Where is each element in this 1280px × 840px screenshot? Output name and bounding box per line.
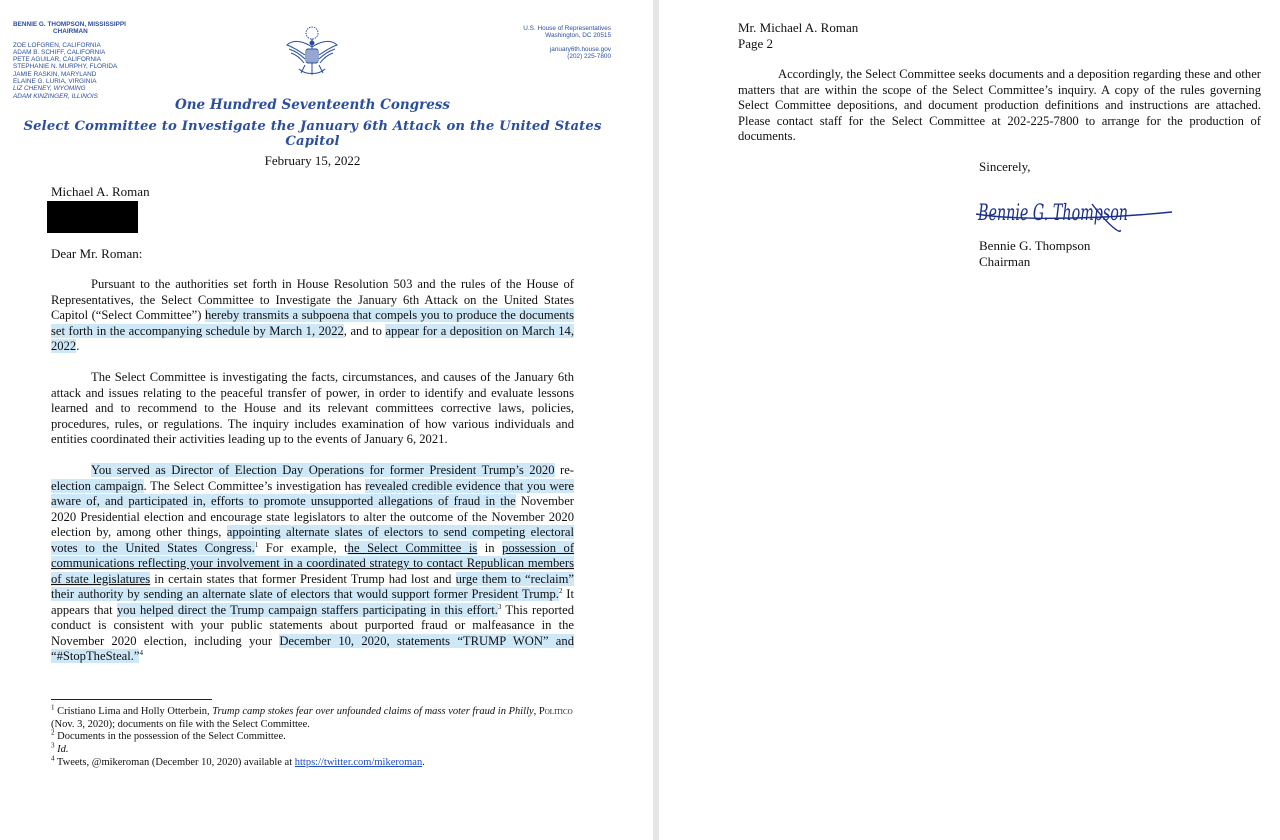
p3-highlight: You served as Director of Election Day Operations for former President Trump’s 2020 <box>91 463 555 477</box>
footnote-title: Id. <box>57 744 69 756</box>
footnote-text: Cristiano Lima and Holly Otterbein, <box>54 706 213 717</box>
p1-text: . <box>76 339 80 353</box>
footnote-ref: 4 <box>139 648 143 657</box>
signer-title: Chairman <box>979 254 1031 269</box>
p3-highlight: he Select Committee is <box>347 540 478 555</box>
member: JAMIE RASKIN, MARYLAND <box>13 70 97 78</box>
footnote-title: Trump camp stokes fear over unfounded claims of mass voter fraud in Philly <box>212 706 534 717</box>
page2-body <box>738 67 1261 145</box>
footnote-num: 2 <box>51 728 55 737</box>
footnote-num: 4 <box>51 754 55 763</box>
p3-text: For example, t <box>258 540 348 555</box>
page2-header <box>738 20 858 52</box>
p1-highlight: hereby transmits a subpoena that compels you to produce the documents set forth in the accompanying schedule by March 1, 2022 <box>51 308 574 338</box>
page-number: Page 2 <box>738 36 774 51</box>
salutation: Dear Mr. Roman: <box>51 246 143 261</box>
p3-text: It appears that <box>51 587 574 617</box>
letter-body <box>51 277 574 680</box>
p1-text: Pursuant to the authorities set forth in House Resolution 503 and the rules of the House of Representatives, the Select Committee to Investigate the January 6th Attack on the United States Capitol (“Select Committee”) <box>51 277 574 322</box>
chairman-name: BENNIE G. THOMPSON, MISSISSIPPI <box>13 21 126 28</box>
p3-highlight: December 10, 2020, statements “TRUMP WON” and “#StopTheSteal.” <box>51 633 574 663</box>
footnote-ref: 2 <box>558 586 563 595</box>
house-seal-icon <box>285 25 339 79</box>
chairman-title: CHAIRMAN <box>53 28 88 36</box>
recipient-name: Michael A. Roman <box>51 184 150 199</box>
footnote-text: . <box>422 756 425 768</box>
footnote-divider <box>51 699 212 700</box>
letterhead-members <box>13 21 126 100</box>
redacted-address <box>47 201 138 233</box>
house-name: U.S. House of Representatives <box>523 25 611 32</box>
footnote <box>51 703 591 731</box>
footnote <box>51 728 591 744</box>
footnote <box>51 754 591 770</box>
member: STEPHANIE N. MURPHY, FLORIDA <box>13 63 118 71</box>
congress-heading: One Hundred Seventeenth Congress <box>174 97 450 113</box>
p3-highlight: revealed credible evidence that you were aware of, and participated in, efforts to promote unsupported allegations of fraud in the <box>51 478 574 508</box>
member: ADAM B. SCHIFF, CALIFORNIA <box>13 48 106 56</box>
phone: (202) 225-7800 <box>567 53 611 61</box>
p3-text: in <box>477 540 503 555</box>
p3-highlight: possession of communications reflecting your involvement in a coordinated strategy to contact Republican members of state legislatures <box>51 540 575 586</box>
p3-highlight: urge them to “reclaim” their authority by sending an alternate slate of electors that would support former President Trump. <box>51 571 574 601</box>
footnote-ref: 3 <box>497 602 502 611</box>
p3-text: . The Select Committee’s investigation has <box>143 478 366 493</box>
member: PETE AGUILAR, CALIFORNIA <box>13 56 102 64</box>
signature-text: Bennie G. Thompson <box>977 201 1128 226</box>
committee-heading: Select Committee to Investigate the January 6th Attack on the United States Capitol <box>23 119 602 149</box>
footnote-text: Tweets, @mikeroman (December 10, 2020) available at <box>54 756 295 768</box>
p3-text: in certain states that former President Trump had lost and <box>150 571 456 586</box>
twitter-link[interactable]: https://twitter.com/mikeroman <box>294 756 423 768</box>
page2-paragraph: Accordingly, the Select Committee seeks documents and a deposition regarding these and other matters that are within the scope of the Select Committee’s inquiry. A copy of the rules governing Select Committee depositions, and document production definitions and instructions are attached. Please contact staff for the Select Committee at 202-225-7800 to arrange for the production of documents. <box>738 67 1261 143</box>
footnote-num: 1 <box>51 703 55 712</box>
member: LIZ CHENEY, WYOMING <box>13 85 86 93</box>
p3-highlight: appointing alternate slates of electors to send competing electoral votes to the United States Congress. <box>51 525 575 555</box>
signer-name: Bennie G. Thompson <box>979 238 1091 253</box>
p1-text: , and to <box>343 323 386 338</box>
letter-page-2 <box>659 0 1280 840</box>
footnote-text: (Nov. 3, 2020); documents on file with the Select Committee. <box>51 718 310 730</box>
member: ADAM KINZINGER, ILLINOIS <box>13 92 98 100</box>
letterhead-address <box>523 25 611 61</box>
footnote <box>51 741 591 757</box>
house-city: Washington, DC 20515 <box>545 32 611 40</box>
page2-recipient: Mr. Michael A. Roman <box>738 20 859 35</box>
member: ZOE LOFGREN, CALIFORNIA <box>13 41 101 49</box>
member: ELAINE G. LURIA, VIRGINIA <box>13 78 97 86</box>
p3-text: This reported conduct is consistent with your public statements about purported fraud or malfeasance in the November 2020 election, including your <box>51 602 574 648</box>
footnote-num: 3 <box>51 741 55 750</box>
footnotes <box>51 703 591 770</box>
signature-icon <box>972 190 1177 238</box>
footnote-ref: 1 <box>254 540 259 549</box>
p3-highlight: you helped direct the Trump campaign staffers participating in this effort. <box>116 602 498 617</box>
paragraph-1 <box>51 277 574 355</box>
letter-date: February 15, 2022 <box>264 153 361 168</box>
p3-text: re- <box>554 463 574 477</box>
footnote-text: , <box>533 706 539 717</box>
paragraph-2: The Select Committee is investigating the facts, circumstances, and causes of the January 6th attack and issues relating to the peaceful transfer of power, in order to identify and evaluate lessons learned and to recommend to the House and its relevant committees corrective laws, policies, procedures, rules, or regulations. The inquiry includes examination of how various individuals and entities coordinated their activities leading up to the events of January 6, 2021. <box>51 370 574 446</box>
closing: Sincerely, <box>979 159 1031 174</box>
footnote-publication: Politico <box>538 706 573 717</box>
paragraph-3 <box>51 463 574 665</box>
signer-block <box>979 238 1090 270</box>
p1-highlight: appear for a deposition on March 14, 2022 <box>51 323 574 353</box>
footnote-text: Documents in the possession of the Select Committee. <box>54 731 286 743</box>
website: january6th.house.gov <box>549 45 611 53</box>
p3-text: November 2020 Presidential election and encourage state legislators to alter the outcome of the November 2020 election by, among other things, <box>51 494 574 539</box>
p3-highlight: election campaign <box>51 478 144 493</box>
